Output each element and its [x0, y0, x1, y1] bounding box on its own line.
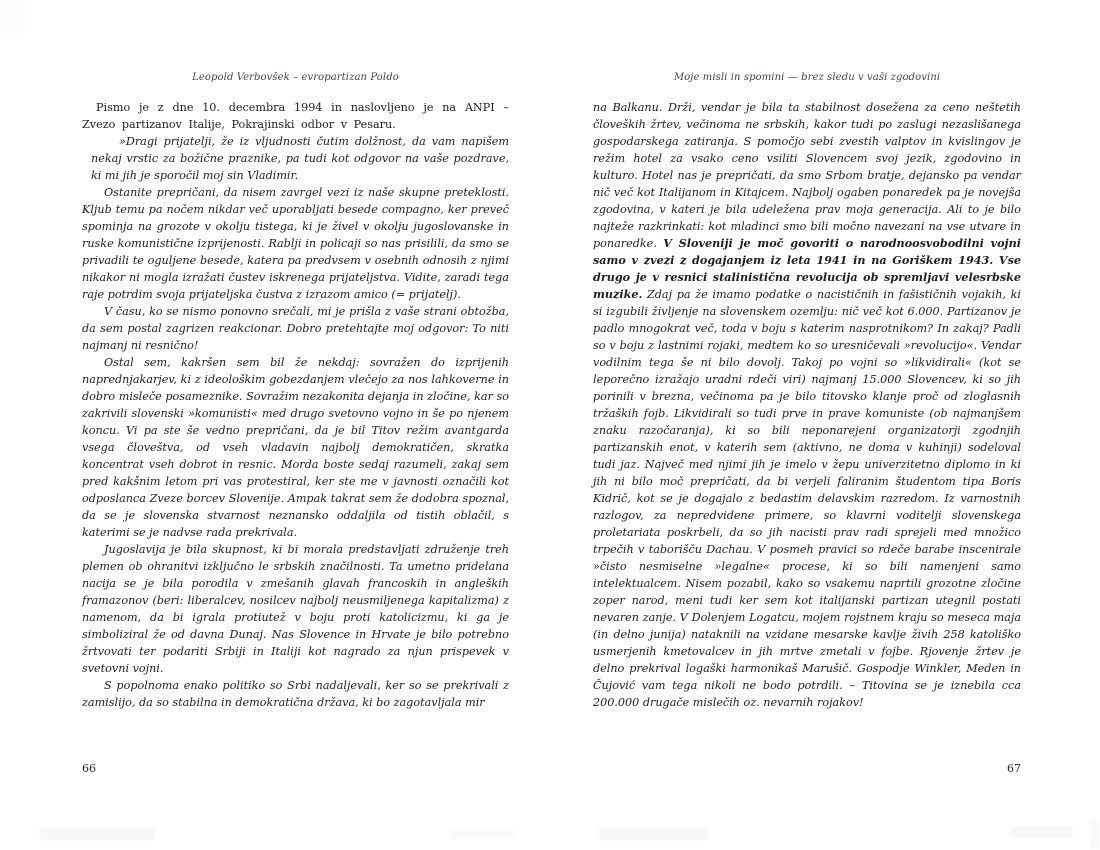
body-text: na Balkanu. Drži, vendar je bila ta stabilnost dosežena za ceno neštetih človeških žrtev, večinoma ne srbskih, kakor tudi po zaslugi nezaslišanega gospodarskega zatiranja. S pomočjo sebi zvestih valptov in kvislingov je režim hotel za vsako ceno vsiliti Slovencem svoj jezik, zgodovino in kulturo. Hotel nas je prepričati, da smo Srbom bratje, dejansko pa vendar nič več kot Italijanom in Kitajcem. Najbolj ogaben ponaredek pa je novejša zgodovina, v kateri je bila udeležena prav moja generacija. Ali to je bilo najteže razkrinkati: kot mladinci smo bili močno navezani na vse utvare in ponaredke. [593, 101, 1021, 250]
paragraph [593, 99, 1021, 711]
body-text: Zdaj pa že imamo podatke o nacističnih in fašističnih vojakih, ki si izgubili življenje na slovenskem ozemlju: nič več kot 6.000. Partizanov je padlo mnogokrat več, toda v boju s katerim nasprotnikom? In zakaj? Padli so v boju z lastnimi rojaki, medtem ko so uresničevali »revolucijo«. Vendar vodilnim tega še ni bilo dovolj. Takoj po vojni so »likvidirali« (kot se leporečno izražajo uradni rdeči viri) najmanj 15.000 Slovencev, ki so jih porinili v brezna, večinoma pa je bilo titovsko klanje proč od zloglasnih tržaških fojb. Likvidirali so tudi prve in prave komuniste (ob najmanjšem znaku razočaranja), ki so bili neponarejeni organizatorji zgodnjih partizanskih enot, v katerih sem (aktivno, ne doma v kuhinji) sodeloval tudi jaz. Največ med njimi jih je imelo v žepu univerzitetno diplomo in ki jih ni bilo moč prepričati, da bi verjeli faliranim študentom tipa Boris Kidrič, kot se je dogajalo z bedastim delavskim razredom. Iz varnostnih razlogov, za nepredvidene primere, so klavrni voditelji slovenskega proletariata poskrbeli, da so jih nacisti prav radi sprejeli med množico trpečih v taborišču Dachau. V posmeh pravici so rdeče barabe inscenirale »čisto nesmiselne »legalne« procese, ki so bili namenjeni samo intelektualcem. Nisem pozabil, kako so vsakemu naprtili grozotne zločine zoper narod, meni tudi ker sem kot italijanski partizan utegnil postati nevaren zanje. V Dolenjem Logatcu, mojem rojstnem kraju so meseca maja (in delno junija) nataknili na vzidane mesarske kavlje živih 258 katoliško usmerjenih kmetovalcev in jih mrtve zmetali v fojbe. Rjovenje žrtev je delno prekrival logaški harmonikaš Marušič. Gospodje Winkler, Meden in Čujović vam tega nikoli ne bodo potrdili. – Titovina se je iznebila cca 200.000 drugače mislečih oz. nevarnih rojakov! [593, 288, 1021, 709]
body-text: V času, ko se nismo ponovno srečali, mi je prišla z vaše strani obtožba, da sem postal zagrizen reakcionar. Dobro pretehtajte moj odgovor: To niti najmanj ni resnično! [82, 305, 509, 352]
scan-artifact [0, 0, 24, 34]
paragraph [82, 99, 509, 133]
page-number-right: 67 [1007, 762, 1021, 775]
scan-artifact [598, 828, 708, 840]
scan-artifact [1090, 818, 1100, 850]
page-number-left: 66 [82, 762, 96, 775]
body-text: Ostanite prepričani, da nisem zavrgel vezi iz naše skupne preteklosti. Kljub temu pa nočem nikdar več uporabljati besede compagno, ker preveč spominja na grozote v okolju tistega, ki je živel v okolju jugoslovanske in ruske komunistične izprijenosti. Rablji in policaji so nas prisilili, da smo se privadili te oguljene besede, katera pa predvsem v osebnih odnosih z njimi nikakor ni mogla izražati čustev iskrenega prijateljstva. Vidite, zaradi tega raje potrdim svoja prijateljska čustva z izrazom amico (= prijatelj). [82, 186, 509, 301]
running-head-right: Moje misli in spomini — brez sledu v vaši zgodovini [673, 72, 941, 83]
paragraph [82, 184, 509, 303]
paragraph [91, 133, 509, 184]
body-text: Pismo je z dne 10. decembra 1994 in naslovljeno je na ANPI – Zvezo partizanov Italije, Pokrajinski odbor v Pesaru. [82, 101, 509, 131]
page-right-text [593, 99, 1021, 711]
body-text: Jugoslavija je bila skupnost, ki bi morala predstavljati združenje treh plemen ob ohranitvi izključno le srbskih značilnosti. Ta umetno pridelana nacija se je bila porodila v zmešanih glavah francoskih in angleških framazonov (beri: liberalcev, nosilcev najbolj neusmiljenega kapitalizma) z namenom, da bi igrala protiutež v boju proti katolicizmu, ki ga je simboliziral že od davna Dunaj. Nas Slovence in Hrvate je bilo potrebno žrtvovati ter podariti Srbiji in Italiji kot nagrado za njun prispevek v svetovni vojni. [82, 543, 509, 675]
emphasized-text: V Sloveniji je moč govoriti o narodnoosvobodilni vojni samo v zvezi z dogajanjem iz leta 1941 in na Goriškem 1943. Vse drugo je v resnici stalinistična revolucija ob spremljavi velesrbske muzike. [593, 236, 1021, 301]
paragraph [82, 677, 509, 711]
running-head-left: Leopold Verbovšek – evropartizan Poldo [192, 72, 399, 83]
page-right [593, 72, 1021, 711]
scan-artifact [1012, 826, 1072, 839]
page-left [82, 72, 509, 711]
scan-artifact [450, 829, 515, 839]
body-text: Ostal sem, kakršen sem bil že nekdaj: sovražen do izprijenih naprednjakarjev, ki z ideološkim gobezdanjem vlečejo za nos lahkoverne in dobro misleče posameznike. Sovražim nezakonita dejanja in zločine, kar so zakrivili slovenski »komunisti« med drugo svetovno vojno in še po njenem koncu. Vi pa ste še vedno prepričani, da je bil Titov režim avantgarda vsega človeštva, od vseh vladavin najbolj demokratičen, skratka koncentrat vseh dobrot in resnic. Morda boste sedaj razumeli, zakaj sem pred kakšnim letom pri vas protestiral, ker ste me v javnosti označili kot odposlanca Zveze borcev Slovenije. Ampak takrat sem že dodobra spoznal, da se je slovenska stvarnost neznansko oddaljila od tistih oblačil, s katerimi se je nadvse rada prekrivala. [82, 356, 509, 539]
paragraph [82, 354, 509, 541]
page-left-text [82, 99, 509, 711]
scan-artifact [40, 827, 155, 840]
body-text: S popolnoma enako politiko so Srbi nadaljevali, ker so se prekrivali z zamislijo, da so stabilna in demokratična država, ki bo zagotavljala mir [82, 679, 509, 709]
paragraph [82, 541, 509, 677]
paragraph [82, 303, 509, 354]
body-text: »Dragi prijatelji, že iz vljudnosti čutim dolžnost, da vam napišem nekaj vrstic za božične praznike, pa tudi kot odgovor na vaše pozdrave, ki mi jih je sporočil moj sin Vladimir. [91, 135, 509, 182]
